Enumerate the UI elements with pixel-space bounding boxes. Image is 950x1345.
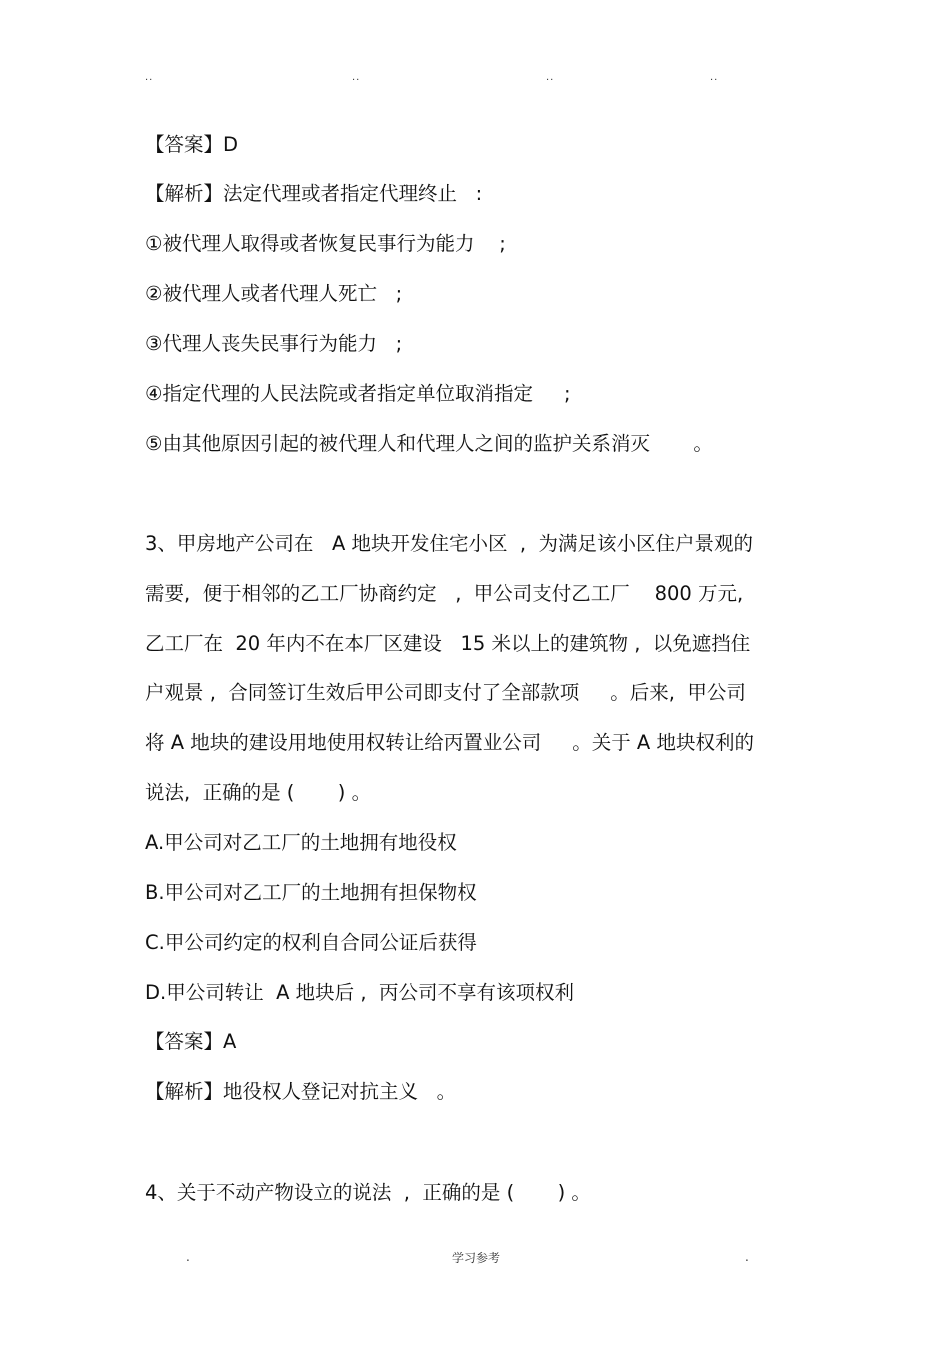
list-item: ④指定代理的人民法院或者指定单位取消指定 ; xyxy=(145,382,571,405)
question-text: 说法, 正确的是 ( ) 。 xyxy=(145,781,372,804)
answer-line: 【答案】D xyxy=(145,133,239,156)
footer-right-mark: . xyxy=(745,1250,749,1264)
analysis-line: 【解析】地役权人登记对抗主义 。 xyxy=(145,1080,457,1103)
option-b: B.甲公司对乙工厂的土地拥有担保物权 xyxy=(145,881,477,904)
list-item: ①被代理人取得或者恢复民事行为能力 ; xyxy=(145,232,506,255)
header-mark: .. xyxy=(145,72,154,83)
footer-left-mark: . xyxy=(186,1250,190,1264)
option-d: D.甲公司转让 A 地块后 , 丙公司不享有该项权利 xyxy=(145,981,574,1004)
header-mark: .. xyxy=(710,72,719,83)
list-item: ②被代理人或者代理人死亡 ; xyxy=(145,282,403,305)
analysis-line: 【解析】法定代理或者指定代理终止 : xyxy=(145,182,483,205)
header-mark: .. xyxy=(352,72,361,83)
question-text: 3、甲房地产公司在 A 地块开发住宅小区 , 为满足该小区住户景观的 xyxy=(145,532,754,555)
header-mark: .. xyxy=(546,72,555,83)
question-text: 乙工厂在 20 年内不在本厂区建设 15 米以上的建筑物 , 以免遮挡住 xyxy=(145,632,751,655)
option-a: A.甲公司对乙工厂的土地拥有地役权 xyxy=(145,831,457,854)
question-text: 需要, 便于相邻的乙工厂协商约定 , 甲公司支付乙工厂 800 万元, xyxy=(145,582,744,605)
question-text: 4、关于不动产物设立的说法 , 正确的是 ( ) 。 xyxy=(145,1181,591,1204)
list-item: ⑤由其他原因引起的被代理人和代理人之间的监护关系消灭 。 xyxy=(145,432,713,455)
footer-label: 学习参考 xyxy=(452,1251,501,1265)
option-c: C.甲公司约定的权利自合同公证后获得 xyxy=(145,931,477,954)
list-item: ③代理人丧失民事行为能力 ; xyxy=(145,332,403,355)
question-text: 将 A 地块的建设用地使用权转让给丙置业公司 。关于 A 地块权利的 xyxy=(145,731,754,754)
question-text: 户观景 , 合同签订生效后甲公司即支付了全部款项 。后来, 甲公司 xyxy=(145,681,746,704)
answer-line: 【答案】A xyxy=(145,1030,237,1053)
